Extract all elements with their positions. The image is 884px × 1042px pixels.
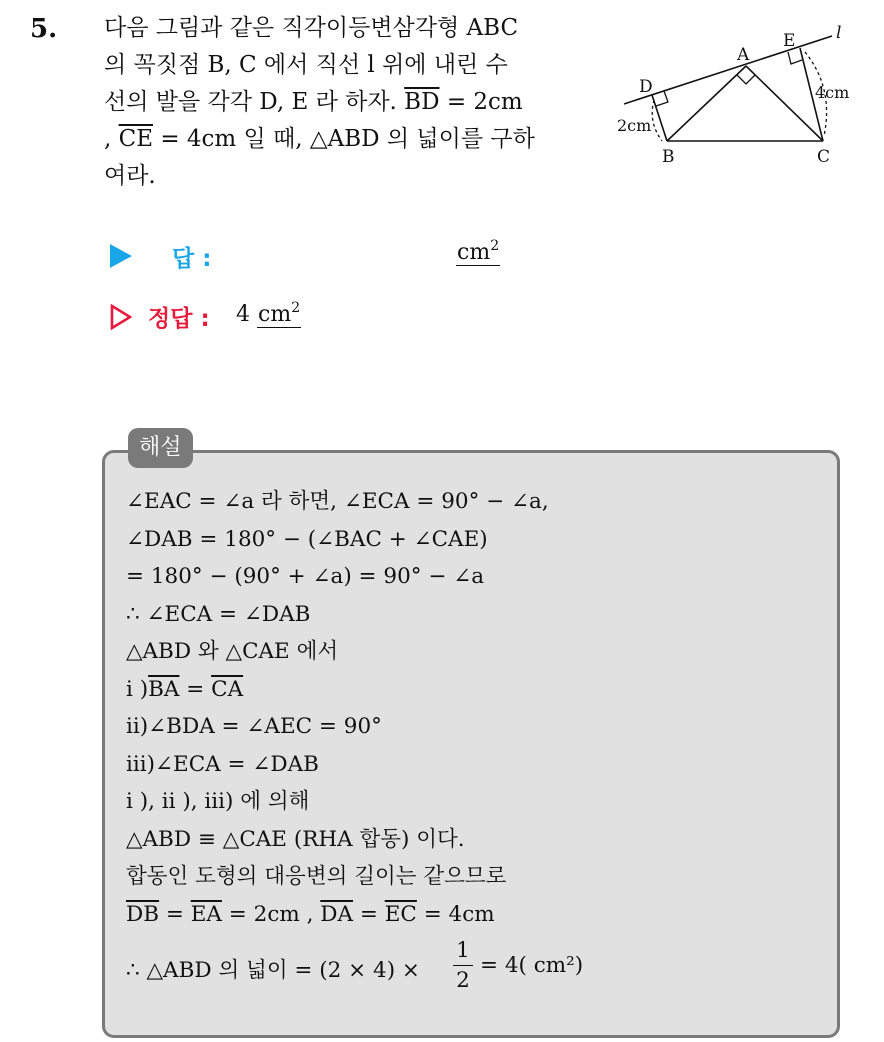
label-l: l	[836, 23, 842, 43]
solution-line: $\overline{DB} = \overline{EA} = 2cm$ , $\overline{DA} = \overline{EC} = 4cm$	[126, 901, 495, 927]
label-len-ce: 4cm	[815, 83, 850, 102]
solution-line: = 180° − (90° + ∠a) = 90° − ∠a	[126, 564, 485, 589]
solution-line: i )$\overline{BA} = \overline{CA}$	[126, 676, 244, 702]
question-number: 5.	[30, 14, 58, 44]
correct-answer-label: 정답 :	[148, 306, 210, 332]
segment-bd: $\overline{BD}$	[404, 89, 440, 115]
label-len-bd: 2cm	[617, 116, 652, 135]
answer-input[interactable]: $cm^2$	[457, 238, 500, 265]
answer-row	[110, 238, 530, 278]
final-result: = 4( cm²)	[480, 953, 584, 978]
fraction: 1 2	[452, 937, 474, 996]
question-line: 다음 그림과 같은 직각이등변삼각형 ABC	[104, 15, 519, 41]
solution-line: 합동인 도형의 대응변의 길이는 같으므로	[126, 864, 507, 889]
label-c: C	[817, 147, 831, 167]
solution-line: △ABD ≡ △CAE (RHA 합동) 이다.	[126, 826, 465, 852]
question-line: 여라.	[104, 163, 156, 189]
question-line: , $\overline{CE} = 4cm$ 일 때, △ABD 의 넓이를 구하	[104, 126, 535, 152]
solution-line: ii)∠BDA = ∠AEC = 90°	[126, 714, 382, 739]
solution-line: △ABD 와 △CAE 에서	[126, 639, 339, 664]
label-d: D	[639, 77, 653, 97]
solution-final-line	[126, 937, 726, 999]
solution-line: iii)∠ECA = ∠DAB	[126, 751, 319, 777]
label-a: A	[737, 45, 750, 65]
segment-ce: $\overline{CE}$	[118, 126, 154, 152]
answer-label: 답 :	[172, 246, 212, 272]
solution-tab: 해설	[128, 428, 193, 468]
question-line: 선의 발을 각각 D, E 라 하자. $\overline{BD} = 2cm$	[104, 89, 523, 115]
correct-answer-row	[110, 298, 410, 338]
play-arrow-icon	[110, 244, 132, 268]
label-e: E	[783, 31, 796, 51]
segment-ac	[746, 66, 823, 141]
final-prefix: ∴ △ABD 의 넓이 = (2 × 4) ×	[126, 958, 420, 983]
solution-line: ∠EAC = ∠a 라 하면, ∠ECA = 90° − ∠a,	[126, 489, 549, 514]
label-b: B	[662, 147, 675, 167]
segment-bd	[652, 95, 667, 141]
right-angle-e	[788, 52, 802, 64]
outline-arrow-icon	[110, 304, 132, 330]
triangle-diagram	[610, 18, 860, 178]
solution-line: ∴ ∠ECA = ∠DAB	[126, 601, 311, 627]
question-text	[104, 10, 604, 195]
correct-answer-value: 4 $cm^2$	[236, 300, 301, 327]
solution-line: ∠DAB = 180° − (∠BAC + ∠CAE)	[126, 526, 488, 552]
question-line: 의 꼭짓점 B, C 에서 직선 l 위에 내린 수	[104, 52, 508, 78]
right-angle-a	[737, 75, 755, 84]
solution-line: i ), ii ), iii) 에 의해	[126, 789, 310, 814]
line-l	[624, 36, 832, 104]
solution-body	[126, 483, 549, 933]
